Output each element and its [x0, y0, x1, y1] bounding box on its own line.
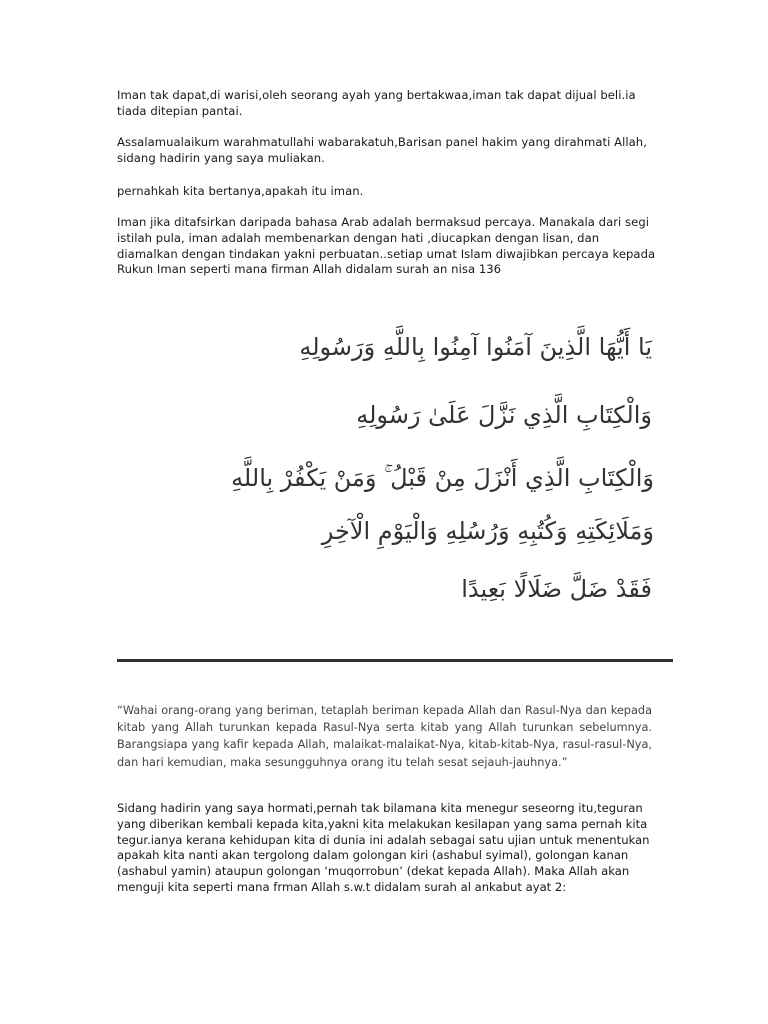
definition-paragraph: Iman jika ditafsirkan daripada bahasa Arab adalah bermaksud percaya. Manakala dari segi istilah pula, iman adalah membenarkan dengan hati ,diucapkan dengan lisan, dan diamalkan dengan tindakan yakni perbuatan..setiap umat Islam diwajibkan percaya kepada Rukun Iman seperti mana firman Allah didalam surah an nisa 136	[117, 215, 656, 277]
closing-paragraph: Sidang hadirin yang saya hormati,pernah tak bilamana kita menegur seseorng itu,teguran yang diberikan kembali kepada kita,yakni kita melakukan kesilapan yang sama pernah kita tegur.ianya kerana kehidupan kita di dunia ini adalah sebagai satu ujian untuk menentukan apakah kita nanti akan tergolong dalam golongan kiri (ashabul syimal), golongan kanan (ashabul yamin) ataupun golongan ‘muqorrobun’ (dekat kepada Allah). Maka Allah akan menguji kita seperti mana frman Allah s.w.t didalam surah al ankabut ayat 2:	[117, 801, 650, 894]
intro-paragraph: Iman tak dapat,di warisi,oleh seorang ayah yang bertakwaa,iman tak dapat dijual beli.ia tiada ditepian pantai.	[117, 88, 636, 118]
arabic-verse-line-2: وَالْكِتَابِ الَّذِي نَزَّلَ عَلَىٰ رَسُولِهِ	[356, 401, 652, 429]
horizontal-divider	[117, 659, 673, 662]
greeting-paragraph: Assalamualaikum warahmatullahi wabarakatuh,Barisan panel hakim yang dirahmati Allah, sidang hadirin yang saya muliakan.	[117, 135, 647, 165]
arabic-verse-line-3: وَالْكِتَابِ الَّذِي أَنْزَلَ مِنْ قَبْلُ ۚ وَمَنْ يَكْفُرْ بِاللَّهِ	[231, 464, 654, 492]
arabic-verse-line-4: وَمَلَائِكَتِهِ وَكُتُبِهِ وَرُسُلِهِ وَالْيَوْمِ الْآخِرِ	[321, 517, 654, 545]
verse-translation: “Wahai orang-orang yang beriman, tetaplah beriman kepada Allah dan Rasul-Nya dan kepada kitab yang Allah turunkan kepada Rasul-Nya serta kitab yang Allah turunkan sebelumnya. Barangsiapa yang kafir kepada Allah, malaikat-malaikat-Nya, kitab-kitab-Nya, rasul-rasul-Nya, dan hari kemudian, maka sesungguhnya orang itu telah sesat sejauh-jauhnya.”	[117, 704, 652, 769]
arabic-verse-line-5: فَقَدْ ضَلَّ ضَلَالًا بَعِيدًا	[461, 575, 652, 603]
arabic-verse-line-1: يَا أَيُّهَا الَّذِينَ آمَنُوا آمِنُوا بِاللَّهِ وَرَسُولِهِ	[299, 333, 652, 361]
question-paragraph: pernahkah kita bertanya,apakah itu iman.	[117, 184, 364, 198]
